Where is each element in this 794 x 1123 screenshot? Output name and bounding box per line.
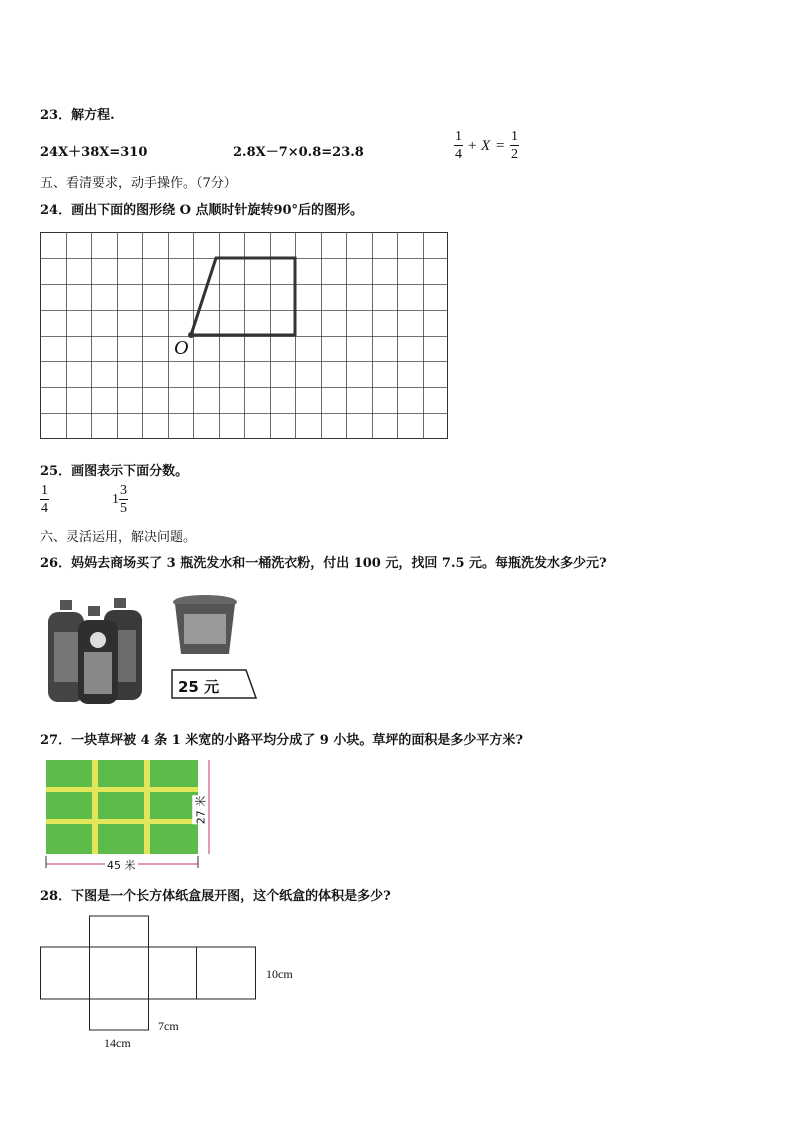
q23-equation-2: 2.8X－7×0.8=23.8	[233, 145, 364, 160]
denominator: 2	[511, 147, 518, 162]
denominator: 5	[120, 501, 127, 516]
q24-title: 24．画出下面的图形绕 O 点顺时针旋转90°后的图形。	[40, 203, 364, 218]
rotation-grid	[40, 232, 448, 440]
point-o	[188, 332, 194, 338]
numerator: 3	[120, 483, 127, 498]
numerator: 1	[511, 129, 518, 144]
q25-title: 25．画图表示下面分数。	[40, 464, 189, 479]
fraction-three-fifths	[119, 483, 128, 516]
price-tag-label: 25 元	[178, 678, 220, 696]
numerator: 1	[455, 129, 462, 144]
box-net-diagram	[40, 914, 260, 1034]
shampoo-and-detergent-picture	[44, 592, 259, 707]
detergent-bucket-icon	[173, 595, 237, 654]
variable-x: X	[481, 138, 491, 154]
q27-title: 27．一块草坪被 4 条 1 米宽的小路平均分成了 9 小块。草坪的面积是多少平方米?	[40, 733, 523, 748]
net-width-label: 7cm	[158, 1019, 179, 1033]
fraction-one-quarter	[454, 129, 463, 162]
denominator: 4	[455, 147, 462, 162]
q23-title: 23．解方程.	[40, 108, 115, 123]
denominator: 4	[41, 501, 48, 516]
shape-to-rotate	[191, 258, 295, 335]
section-5-heading: 五、看清要求，动手操作。（7分）	[40, 176, 237, 191]
q23-equation-1: 24X＋38X=310	[40, 145, 148, 160]
lawn-width-label: 45 米	[107, 859, 136, 872]
section-6-heading: 六、灵活运用，解决问题。	[40, 530, 197, 545]
q28-title: 28．下图是一个长方体纸盒展开图，这个纸盒的体积是多少?	[40, 889, 391, 904]
lawn-plots	[46, 760, 198, 854]
mixed-whole: 1	[112, 492, 119, 507]
plus-sign: +	[468, 138, 477, 154]
q26-title: 26．妈妈去商场买了 3 瓶洗发水和一桶洗衣粉，付出 100 元，找回 7.5 元。每瓶洗发水多少元?	[40, 556, 607, 571]
net-length-label: 14cm	[104, 1036, 131, 1050]
lawn-height-label: 27 米	[194, 795, 208, 825]
equals-sign: =	[496, 138, 505, 154]
fraction-one-quarter	[40, 483, 49, 516]
net-height-label: 10cm	[266, 967, 293, 981]
fraction-one-half	[510, 129, 519, 162]
point-o-label: O	[174, 337, 189, 359]
numerator: 1	[41, 483, 48, 498]
